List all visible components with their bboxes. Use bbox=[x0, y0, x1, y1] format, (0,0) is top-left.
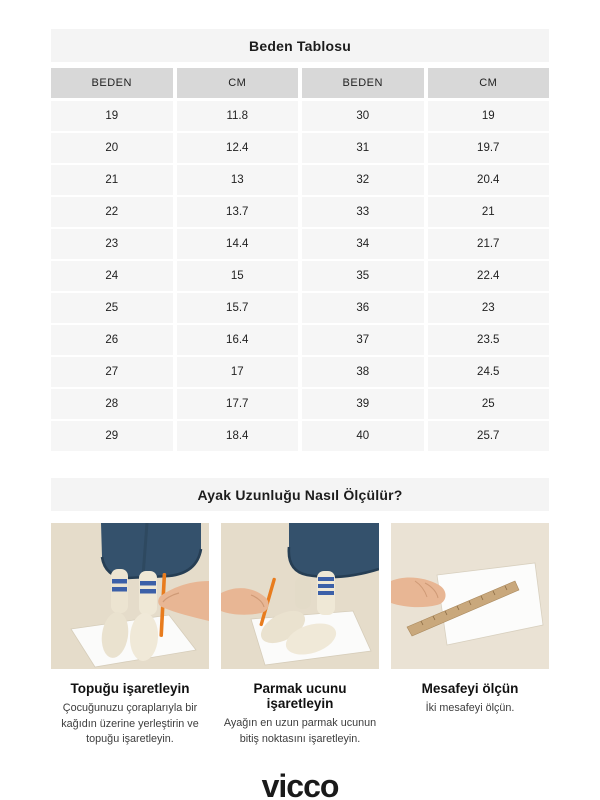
size-cell: 28 bbox=[51, 389, 173, 419]
size-cell: 36 bbox=[302, 293, 424, 323]
size-cell: 21 bbox=[51, 165, 173, 195]
size-table-body bbox=[51, 101, 549, 451]
cm-cell: 21.7 bbox=[428, 229, 550, 259]
mark-toe-photo bbox=[221, 523, 379, 669]
size-cell: 38 bbox=[302, 357, 424, 387]
cm-cell: 23 bbox=[428, 293, 550, 323]
size-cell: 29 bbox=[51, 421, 173, 451]
cm-cell: 15 bbox=[177, 261, 299, 291]
measure-distance-photo bbox=[391, 523, 549, 669]
measure-guide-captions bbox=[51, 681, 549, 748]
cm-cell: 14.4 bbox=[177, 229, 299, 259]
measure-guide-title: Ayak Uzunluğu Nasıl Ölçülür? bbox=[51, 478, 549, 511]
cm-cell: 22.4 bbox=[428, 261, 550, 291]
size-cell: 26 bbox=[51, 325, 173, 355]
size-cell: 30 bbox=[302, 101, 424, 131]
size-cell: 39 bbox=[302, 389, 424, 419]
measure-guide-photos bbox=[51, 523, 549, 669]
column-header: CM bbox=[428, 68, 550, 98]
cm-cell: 17.7 bbox=[177, 389, 299, 419]
cm-cell: 13.7 bbox=[177, 197, 299, 227]
cm-cell: 21 bbox=[428, 197, 550, 227]
cm-cell: 19.7 bbox=[428, 133, 550, 163]
step-caption bbox=[221, 681, 379, 748]
brand-footer bbox=[51, 767, 549, 800]
size-cell: 27 bbox=[51, 357, 173, 387]
step-description: İki mesafeyi ölçün. bbox=[425, 702, 515, 714]
cm-cell: 11.8 bbox=[177, 101, 299, 131]
cm-cell: 25 bbox=[428, 389, 550, 419]
cm-cell: 24.5 bbox=[428, 357, 550, 387]
vicco-logo: vicco bbox=[261, 767, 339, 800]
step-title: Topuğu işaretleyin bbox=[70, 681, 190, 696]
size-cell: 32 bbox=[302, 165, 424, 195]
cm-cell: 15.7 bbox=[177, 293, 299, 323]
cm-cell: 17 bbox=[177, 357, 299, 387]
size-cell: 19 bbox=[51, 101, 173, 131]
step-description: Çocuğunuzu çoraplarıyla bir kağıdın üzerine yerleştirin ve topuğu işaretleyin. bbox=[61, 702, 199, 746]
size-cell: 35 bbox=[302, 261, 424, 291]
mark-heel-photo bbox=[51, 523, 209, 669]
cm-cell: 16.4 bbox=[177, 325, 299, 355]
step-title: Parmak ucunu işaretleyin bbox=[253, 681, 347, 711]
size-cell: 34 bbox=[302, 229, 424, 259]
cm-cell: 20.4 bbox=[428, 165, 550, 195]
cm-cell: 23.5 bbox=[428, 325, 550, 355]
size-cell: 40 bbox=[302, 421, 424, 451]
size-cell: 22 bbox=[51, 197, 173, 227]
step-description: Ayağın en uzun parmak ucunun bitiş noktasını işaretleyin. bbox=[223, 717, 377, 745]
size-cell: 31 bbox=[302, 133, 424, 163]
step-title: Mesafeyi ölçün bbox=[421, 681, 519, 696]
size-cell: 33 bbox=[302, 197, 424, 227]
cm-cell: 13 bbox=[177, 165, 299, 195]
cm-cell: 12.4 bbox=[177, 133, 299, 163]
column-header: BEDEN bbox=[51, 68, 173, 98]
size-cell: 24 bbox=[51, 261, 173, 291]
cm-cell: 19 bbox=[428, 101, 550, 131]
page-content bbox=[51, 0, 549, 800]
size-chart-title: Beden Tablosu bbox=[51, 29, 549, 62]
cm-cell: 25.7 bbox=[428, 421, 550, 451]
column-header: BEDEN bbox=[302, 68, 424, 98]
size-cell: 20 bbox=[51, 133, 173, 163]
step-caption bbox=[391, 681, 549, 748]
cm-cell: 18.4 bbox=[177, 421, 299, 451]
size-table-header-row bbox=[51, 68, 549, 98]
size-cell: 23 bbox=[51, 229, 173, 259]
column-header: CM bbox=[177, 68, 299, 98]
step-caption bbox=[51, 681, 209, 748]
size-cell: 37 bbox=[302, 325, 424, 355]
size-cell: 25 bbox=[51, 293, 173, 323]
